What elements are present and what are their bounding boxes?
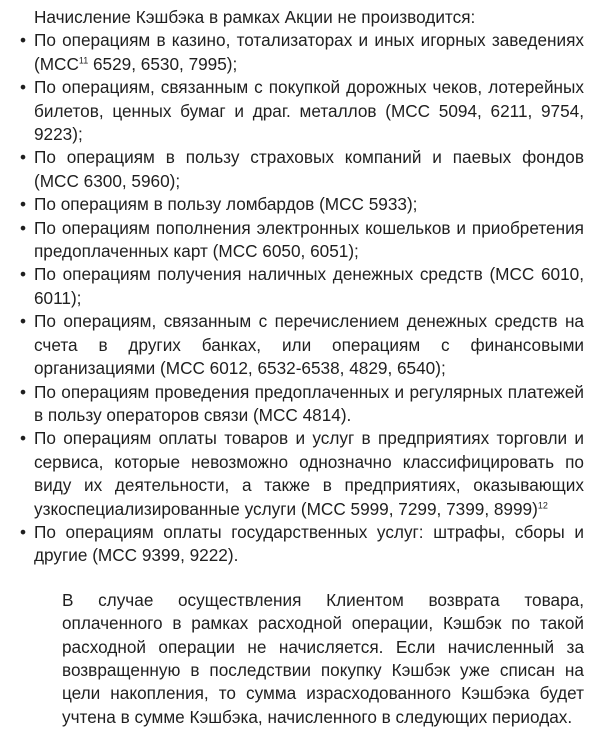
- footnote-marker: 12: [537, 499, 548, 510]
- bullet-icon: •: [20, 217, 27, 238]
- list-item-text: По операциям получения наличных денежных средств (MCC 6010, 6011);: [34, 264, 584, 308]
- bullet-icon: •: [20, 30, 27, 51]
- list-item-text: По операциям в казино, тотализаторах и иных игорных заведениях (MCC: [34, 30, 584, 74]
- bullet-icon: •: [20, 428, 27, 449]
- list-item: [20, 263, 584, 310]
- list-item-text: По операциям, связанным с перечислением денежных средств на счета в других банках, или операциям с финансовыми организациями (MCC 6012, 6532-6538, 4829, 6540);: [34, 311, 584, 379]
- bullet-icon: •: [20, 264, 27, 285]
- list-item-text-after: 6529, 6530, 7995);: [88, 53, 238, 74]
- bullet-icon: •: [20, 311, 27, 332]
- list-item: [20, 427, 584, 521]
- list-item: [20, 217, 584, 264]
- list-item-text: По операциям в пользу страховых компаний и паевых фондов (MCC 6300, 5960);: [34, 147, 584, 191]
- list-item-text: По операциям, связанным с покупкой дорожных чеков, лотерейных билетов, ценных бумаг и драг. металлов (MCC 5094, 6211, 9754, 9223);: [34, 77, 584, 145]
- list-item: [20, 76, 584, 146]
- list-item: [20, 310, 584, 380]
- list-item: [20, 193, 584, 216]
- list-item: [20, 381, 584, 428]
- list-item-text: По операциям оплаты государственных услуг: штрафы, сборы и другие (MCC 9399, 9222).: [34, 521, 584, 566]
- list-item: [20, 521, 584, 568]
- list-item-text: По операциям в пользу ломбардов (MCC 5933);: [34, 194, 418, 215]
- bullet-icon: •: [20, 194, 27, 215]
- bullet-icon: •: [20, 147, 27, 168]
- closing-paragraph: В случае осуществления Клиентом возврата товара, оплаченного в рамках расходной операции, Кэшбэк по такой расходной операции не начисляется. Если начисленный за возвращенную в последствии покупку Кэшбэк уже списан на цели накопления, то сумма израсходованного Кэшбэка будет учтена в сумме Кэшбэка, начисленного в следующих периодах.: [62, 589, 584, 727]
- list-item: [20, 146, 584, 193]
- intro-text: Начисление Кэшбэка в рамках Акции не производится:: [34, 7, 476, 27]
- list-item-text: По операциям оплаты товаров и услуг в предприятиях торговли и сервиса, которые невозможно однозначно классифицировать по виду их деятельности, а также в предприятиях, оказывающих узкоспециализированные услуги (MCC 5999, 7299, 7399, 8999): [34, 428, 584, 519]
- list-item-text: По операциям проведения предоплаченных и регулярных платежей в пользу операторов связи (MCC 4814).: [34, 381, 584, 425]
- list-item-text: По операциям пополнения электронных кошельков и приобретения предоплаченных карт (MCC 6050, 6051);: [34, 217, 584, 262]
- bullet-icon: •: [20, 381, 27, 402]
- bullet-icon: •: [20, 77, 27, 98]
- footnote-marker: 11: [78, 55, 89, 66]
- bullet-icon: •: [20, 521, 27, 542]
- exclusion-list: [20, 29, 584, 567]
- list-item: [20, 29, 584, 76]
